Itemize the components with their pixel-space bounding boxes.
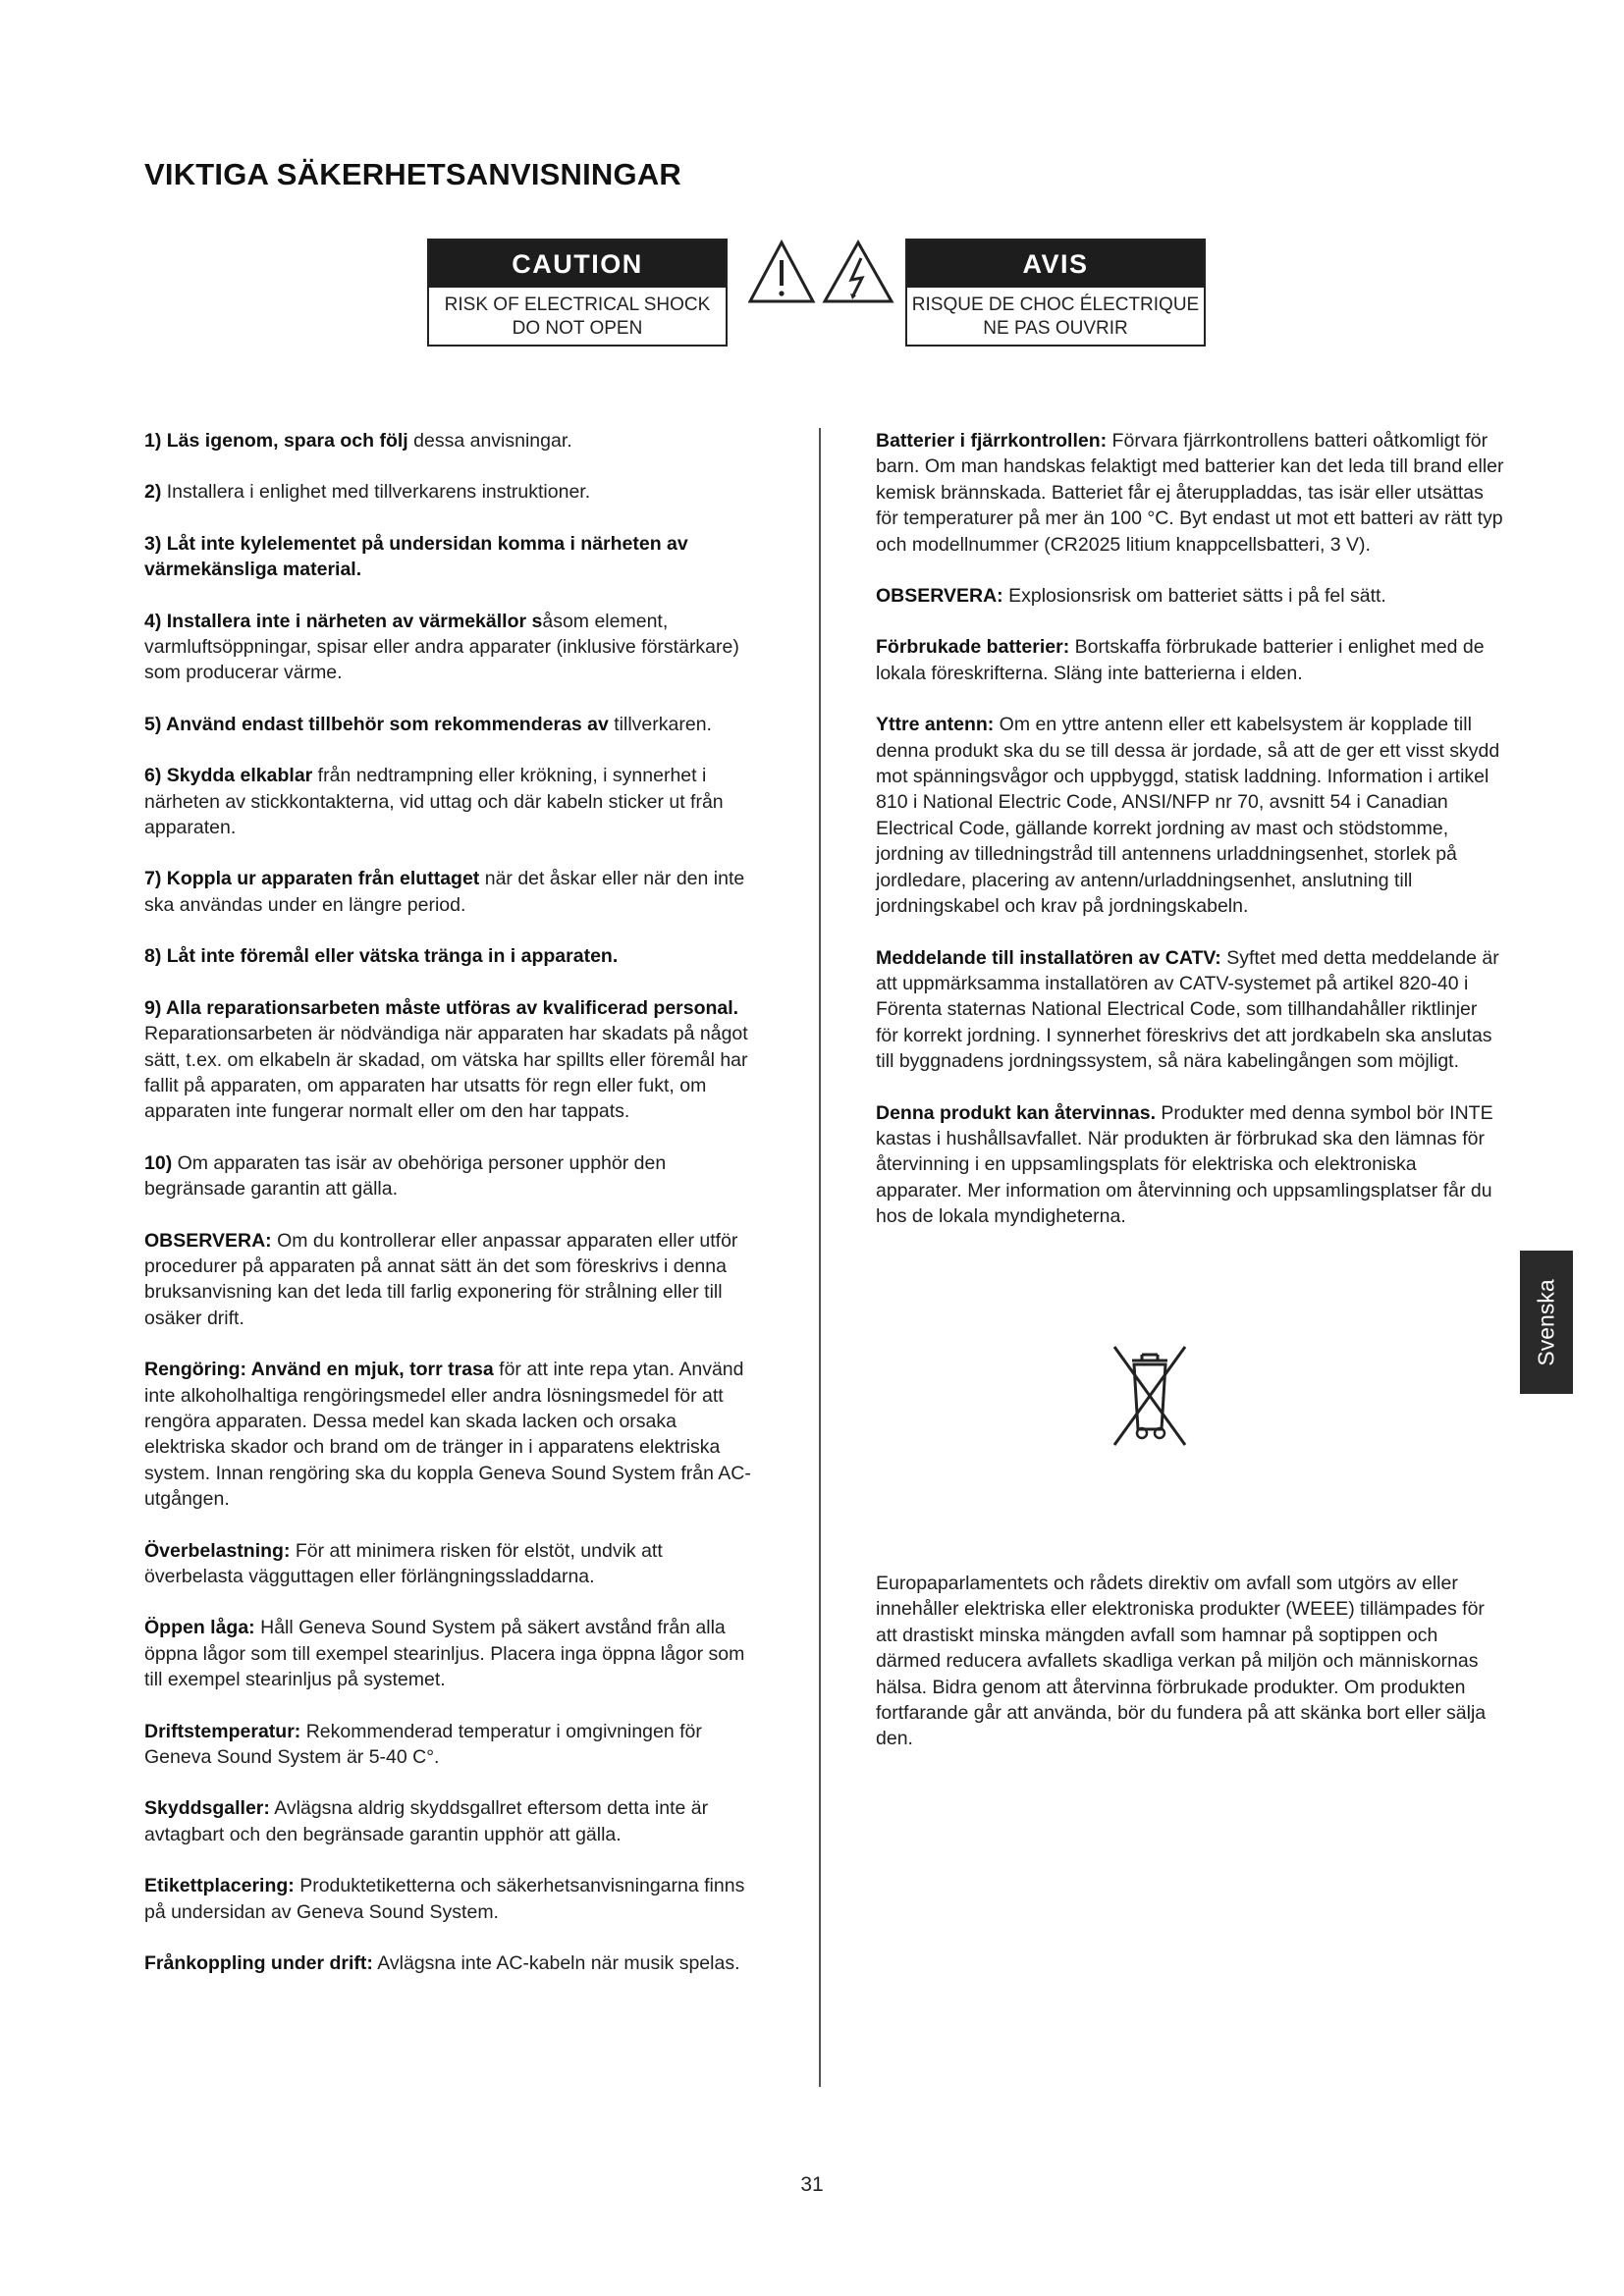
paragraph-lead: Driftstemperatur: xyxy=(144,1720,301,1742)
instruction-paragraph xyxy=(144,1795,759,1847)
paragraph-lead: 8) Låt inte föremål eller vätska tränga in i apparaten. xyxy=(144,945,619,968)
instruction-paragraph xyxy=(144,866,759,918)
paragraph-lead: 3) Låt inte kylelementet på undersidan komma i närheten av värmekänsliga material. xyxy=(144,532,688,581)
avis-line-2: NE PAS OUVRIR xyxy=(983,318,1128,339)
page-title: VIKTIGA SÄKERHETSANVISNINGAR xyxy=(144,157,681,191)
instruction-paragraph xyxy=(876,945,1504,1075)
right-column xyxy=(876,428,1504,1255)
paragraph-body: Bortskaffa förbrukade batterier i enlighet med de lokala föreskrifterna. Släng inte batterierna i elden. xyxy=(876,636,1485,684)
instruction-paragraph xyxy=(876,712,1504,919)
instruction-paragraph xyxy=(144,1150,759,1202)
paragraph-lead: Rengöring: Använd en mjuk, torr trasa xyxy=(144,1359,494,1381)
caution-label xyxy=(427,239,728,347)
paragraph-body: för att inte repa ytan. Använd inte alkoholhaltiga rengöringsmedel eller andra lösningsmedel för att rengöra apparaten. Dessa medel kan skada lacken och orsaka elektriska skador och brand om de tränger in i apparatens elektriska system. Innan rengöring ska du koppla Geneva Sound System från AC-utgången. xyxy=(144,1359,751,1511)
paragraph-body: från nedtrampning eller krökning, i synnerhet i närheten av stickkontakterna, vid uttag och där kabeln sticker ut från apparaten. xyxy=(144,765,724,839)
instruction-paragraph xyxy=(144,479,759,505)
paragraph-lead: Yttre antenn: xyxy=(876,714,995,736)
instruction-paragraph xyxy=(144,1228,759,1332)
left-column xyxy=(144,428,759,2002)
paragraph-lead: Skyddsgaller: xyxy=(144,1797,270,1820)
instruction-paragraph xyxy=(876,1100,1504,1230)
paragraph-lead: Etikettplacering: xyxy=(144,1875,295,1897)
instruction-paragraph xyxy=(144,763,759,840)
avis-heading: AVIS xyxy=(907,240,1204,288)
caution-heading: CAUTION xyxy=(429,240,726,288)
paragraph-lead: Batterier i fjärrkontrollen: xyxy=(876,430,1108,452)
lightning-triangle-icon xyxy=(825,242,892,301)
paragraph-body: Avlägsna inte AC-kabeln när musik spelas. xyxy=(372,1952,740,1975)
paragraph-body: åsom element, varmluftsöppningar, spisar eller andra apparater (inklusive förstärkare) som producerar värme. xyxy=(144,610,739,684)
paragraph-lead: 10) xyxy=(144,1151,173,1174)
paragraph-lead: 9) Alla reparationsarbeten måste utföras av kvalificerad personal. xyxy=(144,996,739,1019)
instruction-paragraph xyxy=(876,634,1504,686)
paragraph-body: Förvara fjärrkontrollens batteri oåtkomligt för barn. Om man handskas felaktigt med batterier kan det leda till brand eller kemisk brännskada. Batteriet får ej återuppladdas, tas isär eller utsättas för temperaturer på mer än 100 °C. Byt endast ut mot ett batteri av rätt typ och modellnummer (CR2025 litium knappcellsbatteri, 3 V). xyxy=(876,430,1504,556)
instruction-paragraph xyxy=(144,943,759,969)
instruction-paragraph xyxy=(144,1357,759,1512)
instruction-paragraph xyxy=(144,1719,759,1771)
paragraph-lead: Denna produkt kan återvinnas. xyxy=(876,1101,1156,1124)
paragraph-lead: 7) Koppla ur apparaten från eluttaget xyxy=(144,868,480,890)
instruction-paragraph xyxy=(144,428,759,454)
paragraph-body: tillverkaren. xyxy=(608,713,712,735)
paragraph-body: när det åskar eller när den inte ska användas under en längre period. xyxy=(144,868,745,916)
paragraph-body: Produktetiketterna och säkerhetsanvisningarna finns på undersidan av Geneva Sound System. xyxy=(144,1875,745,1923)
page-number: 31 xyxy=(800,2173,824,2196)
paragraph-body: Rekommenderad temperatur i omgivningen för Geneva Sound System är 5-40 C°. xyxy=(144,1720,702,1769)
paragraph-lead: Förbrukade batterier: xyxy=(876,636,1070,659)
paragraph-lead: 6) Skydda elkablar xyxy=(144,765,313,787)
paragraph-body: Syftet med detta meddelande är att uppmärksamma installatören av CATV-systemet på artikel 820-40 i Förenta staternas National Electrical Code, som tillhandahåller riktlinjer för korrekt jordning. I synnerhet föreskrivs det att jordkabeln ska anslutas till byggnadens jordningssystem, så nära kabelingången som möjligt. xyxy=(876,946,1499,1073)
language-tab xyxy=(1520,1251,1573,1394)
paragraph-lead: OBSERVERA: xyxy=(144,1229,272,1252)
instruction-paragraph xyxy=(144,712,759,737)
paragraph-lead: Överbelastning: xyxy=(144,1539,291,1562)
exclamation-triangle-icon xyxy=(750,242,813,301)
paragraph-lead: OBSERVERA: xyxy=(876,585,1003,608)
caution-line-2: DO NOT OPEN xyxy=(512,318,643,339)
instruction-paragraph xyxy=(144,609,759,686)
paragraph-lead: Frånkoppling under drift: xyxy=(144,1952,373,1975)
paragraph-body: Produkter med denna symbol bör INTE kastas i hushållsavfallet. När produkten är förbrukad ska den lämnas för återvinning i en uppsamlingsplats för elektriska och elektroniska apparater. Mer information om återvinning och uppsamlingsplatser får du hos de lokala myndigheterna. xyxy=(876,1101,1493,1228)
paragraph-body: Installera i enlighet med tillverkarens instruktioner. xyxy=(161,481,591,504)
instruction-paragraph xyxy=(144,531,759,583)
instruction-paragraph xyxy=(144,1538,759,1590)
paragraph-body: Avlägsna aldrig skyddsgallret eftersom detta inte är avtagbart och den begränsade garantin upphör att gälla. xyxy=(144,1797,709,1845)
column-divider xyxy=(819,428,821,2087)
caution-line-1: RISK OF ELECTRICAL SHOCK xyxy=(444,294,711,315)
paragraph-lead: 1) Läs igenom, spara och följ xyxy=(144,430,408,452)
paragraph-body: För att minimera risken för elstöt, undvik att överbelasta vägguttagen eller förlängningssladdarna. xyxy=(144,1539,663,1587)
paragraph-lead: 2) xyxy=(144,481,162,504)
paragraph-body: dessa anvisningar. xyxy=(407,430,572,452)
instruction-paragraph xyxy=(144,1873,759,1925)
paragraph-body: Håll Geneva Sound System på säkert avstånd från alla öppna lågor som till exempel stearinljus. Placera inga öppna lågor som till exempel stearinljus på systemet. xyxy=(144,1617,745,1691)
paragraph-lead: Meddelande till installatören av CATV: xyxy=(876,946,1221,969)
paragraph-body: Om apparaten tas isär av obehöriga personer upphör den begränsade garantin att gälla. xyxy=(144,1151,667,1201)
paragraph-body: Om du kontrollerar eller anpassar apparaten eller utför procedurer på apparaten på annat sätt än det som föreskrivs i denna bruksanvisning kan det leda till farlig exponering för strålning eller till osäker drift. xyxy=(144,1229,738,1329)
weee-directive-text: Europaparlamentets och rådets direktiv om avfall som utgörs av eller innehåller elektriska eller elektroniska produkter (WEEE) tillämpades för att drastiskt minska mängden avfall som hamnar på soptippen och därmed reducera avfallets skadliga verkan på miljön och människornas hälsa. Bidra genom att återvinna förbrukade produkter. Om produkten fortfarande går att använda, bör du fundera på att skänka bort eller sälja den. xyxy=(876,1573,1487,1750)
avis-line-1: RISQUE DE CHOC ÉLECTRIQUE xyxy=(911,294,1200,315)
paragraph-lead: Öppen låga: xyxy=(144,1617,255,1639)
instruction-paragraph xyxy=(144,1950,759,1976)
language-tab-label: Svenska xyxy=(1533,1278,1559,1366)
instruction-paragraph xyxy=(876,428,1504,558)
instruction-paragraph xyxy=(144,995,759,1125)
instruction-paragraph xyxy=(144,1615,759,1692)
instruction-paragraph xyxy=(876,583,1504,609)
avis-label xyxy=(905,239,1206,347)
paragraph-body: Om en yttre antenn eller ett kabelsystem är kopplade till denna produkt ska du se till dessa är jordade, så att de ger ett visst skydd mot spänningsvågor och uppbyggd, statisk laddning. Information i artikel 810 i National Electric Code, ANSI/NFP nr 70, avsnitt 54 i Canadian Electrical Code, gällande korrekt jordning av mast och stödstomme, jordning av tilledningstråd till antennens urladdningsenhet, storlek på jordledare, placering av antenn/urladdningsenhet, anslutning till jordningskabel och krav på jordningskabeln. xyxy=(876,714,1500,918)
paragraph-lead: 5) Använd endast tillbehör som rekommenderas av xyxy=(144,713,609,735)
paragraph-lead: 4) Installera inte i närheten av värmekällor s xyxy=(144,610,543,632)
warning-triangle-icons xyxy=(748,239,897,307)
crossed-out-bin-icon xyxy=(1112,1343,1187,1449)
paragraph-body: Explosionsrisk om batteriet sätts i på fel sätt. xyxy=(1002,585,1386,608)
paragraph-body: Reparationsarbeten är nödvändiga när apparaten har skadats på något sätt, t.ex. om elkabeln är skadad, om vätska har spillts eller föremål har fallit på apparaten, om apparaten har utsatts för regn eller fukt, om apparaten inte fungerar normalt eller om den har tappats. xyxy=(144,1023,748,1123)
